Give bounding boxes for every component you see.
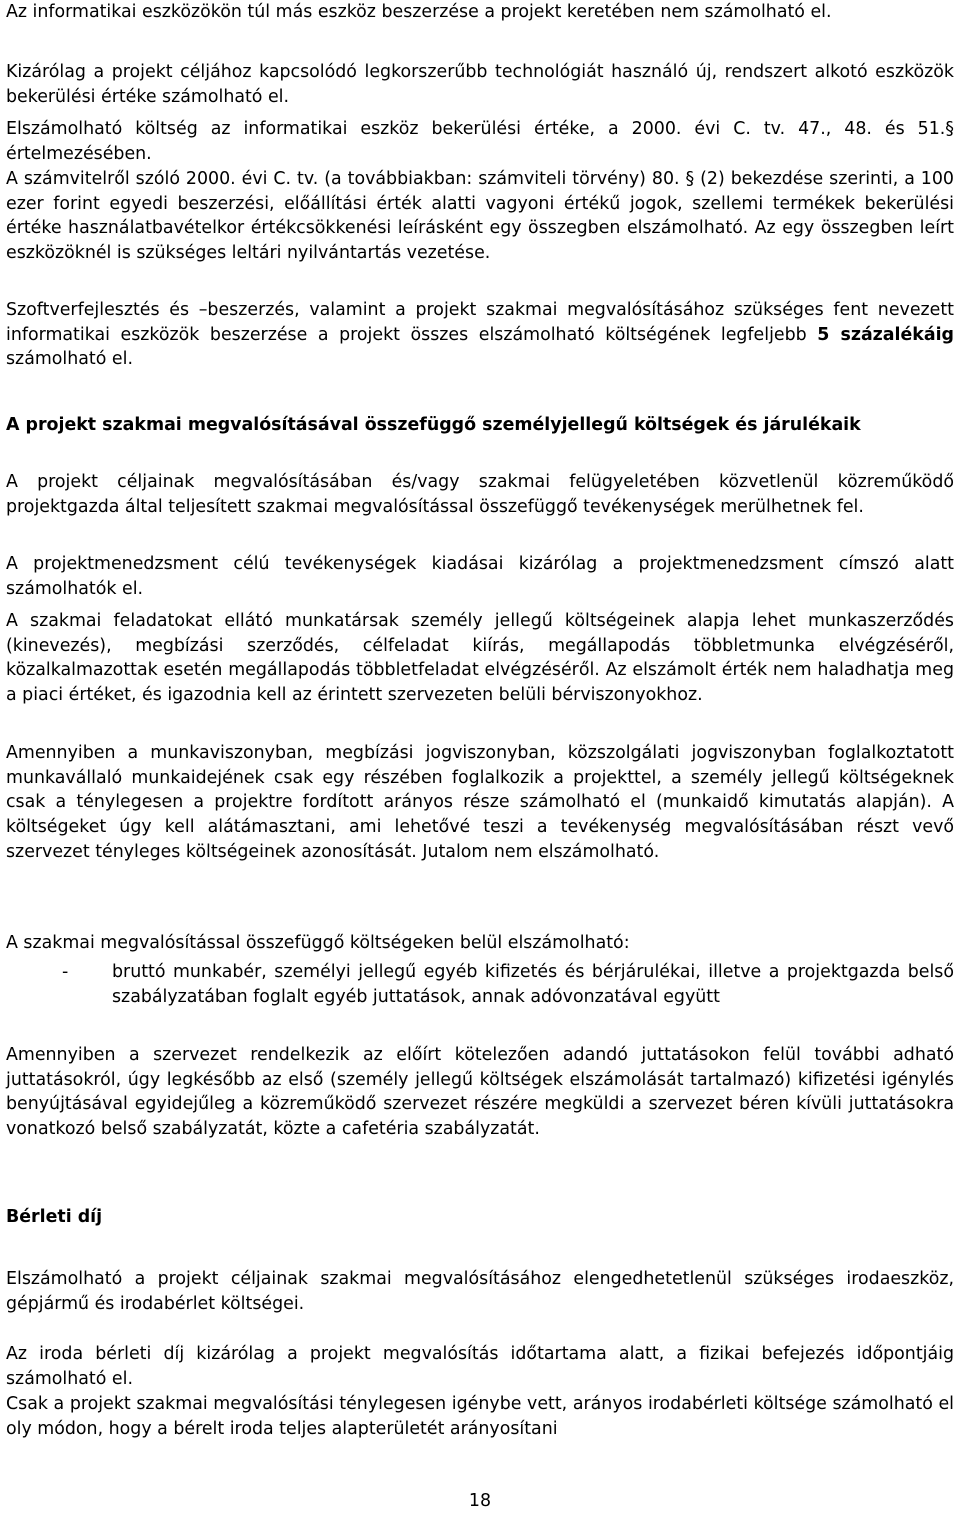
paragraph-korszeru-technologia: Kizárólag a projekt céljához kapcsolódó legkorszerűbb technológiát használó új, rendszert alkotó eszközök bekerülési értéke számolható el. [6,62,954,107]
paragraph-szoftverfejlesztes-end: számolható el. [6,349,133,370]
paragraph-irodaeszkoz: Elszámolható a projekt céljainak szakmai megvalósításához elengedhetetlenül szükséges irodaeszköz, gépjármű és irodabérlet költségei. [6,1269,954,1314]
list-bullet-dash: - [62,962,69,982]
paragraph-informatikai-eszkozok: Az informatikai eszközökön túl más eszköz beszerzése a projekt keretében nem számolható el. [6,2,832,22]
paragraph-szakmai-feladatok: A szakmai feladatokat ellátó munkatársak személy jellegű költségeinek alapja lehet munkaszerződés (kinevezés), megbízási szerződés, célfeladat kiírás, megállapodás többletmunka elvégzéséről, közalkalmazottak esetén megállapodás többletfeladat elvégzéséről. Az elszámolt érték nem haladhatja meg a piaci értéket, és igazodnia kell az érintett szervezeten belüli bérviszonyokhoz. [6,611,954,706]
heading-szemelyjellegu-koltsegek: A projekt szakmai megvalósításával összefüggő személyjellegű költségek és járulékaik [6,415,861,435]
paragraph-juttatasok: Amennyiben a szervezet rendelkezik az előírt kötelezően adandó juttatásokon felül további adható juttatásokról, úgy legkésőbb az első (személy jellegű költségek elszámolását tartalmazó) kifizetési igénylés benyújtásával egyidejűleg a közreműködő szervezet részére megküldi a szervezet béren kívüli juttatásokra vonatkozó belső szabályzatát, közte a cafetéria szabályzatát. [6,1045,954,1140]
paragraph-elszamolhato-koltseg: Elszámolható költség az informatikai eszköz bekerülési értéke, a 2000. évi C. tv. 47., 48. és 51.§ értelmezésében. [6,119,954,164]
paragraph-munkaviszony: Amennyiben a munkaviszonyban, megbízási jogviszonyban, közszolgálati jogviszonyban foglalkoztatott munkavállaló munkaidejének csak egy részében foglalkozik a projekttel, a személy jellegű költségeknek csak a ténylegesen a projektre fordított arányos része számolható el (munkaidő kimutatás alapján). A költségeket úgy kell alátámasztani, ami lehetővé teszi a tevékenység megvalósításában részt vevő szervezet tényleges költségeinek azonosítását. Jutalom nem elszámolható. [6,743,954,862]
heading-berleti-dij: Bérleti díj [6,1207,103,1227]
paragraph-szoftverfejlesztes-text: Szoftverfejlesztés és –beszerzés, valamint a projekt szakmai megvalósításához szükséges fent nevezett informatikai eszközök beszerzése a projekt összes elszámolható költségének legfeljebb [6,300,954,345]
page-number: 18 [468,1491,492,1511]
paragraph-elszamolhato-lista-bevezeto: A szakmai megvalósítással összefüggő költségeken belül elszámolható: [6,933,630,953]
paragraph-projekt-celjai: A projekt céljainak megvalósításában és/vagy szakmai felügyeletében közvetlenül közreműködő projektgazda által teljesített szakmai megvalósítással összefüggő tevékenységek merülhetnek fel. [6,472,954,517]
paragraph-projektmenedzsment: A projektmenedzsment célú tevékenységek kiadásai kizárólag a projektmenedzsment címszó alatt számolhatók el. [6,554,954,599]
paragraph-szamviteli-torveny: A számvitelről szóló 2000. évi C. tv. (a továbbiakban: számviteli törvény) 80. § (2) bekezdése szerinti, a 100 ezer forint egyedi beszerzési, előállítási érték alatti vagyoni értékű jogok, szellemi termékek bekerülési értéke használatbavételkor értékcsökkenési leírásként egy összegben elszámolható. Az egy összegben leírt eszközöknél is szükséges leltári nyilvántartás vezetése. [6,169,954,264]
paragraph-iroda-berleti-dij: Az iroda bérleti díj kizárólag a projekt megvalósítás időtartama alatt, a fizikai befejezés időpontjáig számolható el. [6,1344,954,1389]
paragraph-szoftverfejlesztes [6,298,954,372]
paragraph-szoftverfejlesztes-limit: 5 százalékáig [817,324,954,345]
list-item-brutto-munkaber: bruttó munkabér, személyi jellegű egyéb kifizetés és bérjárulékai, illetve a projektgazda belső szabályzatában foglalt egyéb juttatások, annak adóvonzatával együtt [112,962,954,1007]
paragraph-aranyos-irodaberlet: Csak a projekt szakmai megvalósítási ténylegesen igénybe vett, arányos irodabérleti költsége számolható el oly módon, hogy a bérelt iroda teljes alapterületét arányosítani [6,1394,954,1439]
